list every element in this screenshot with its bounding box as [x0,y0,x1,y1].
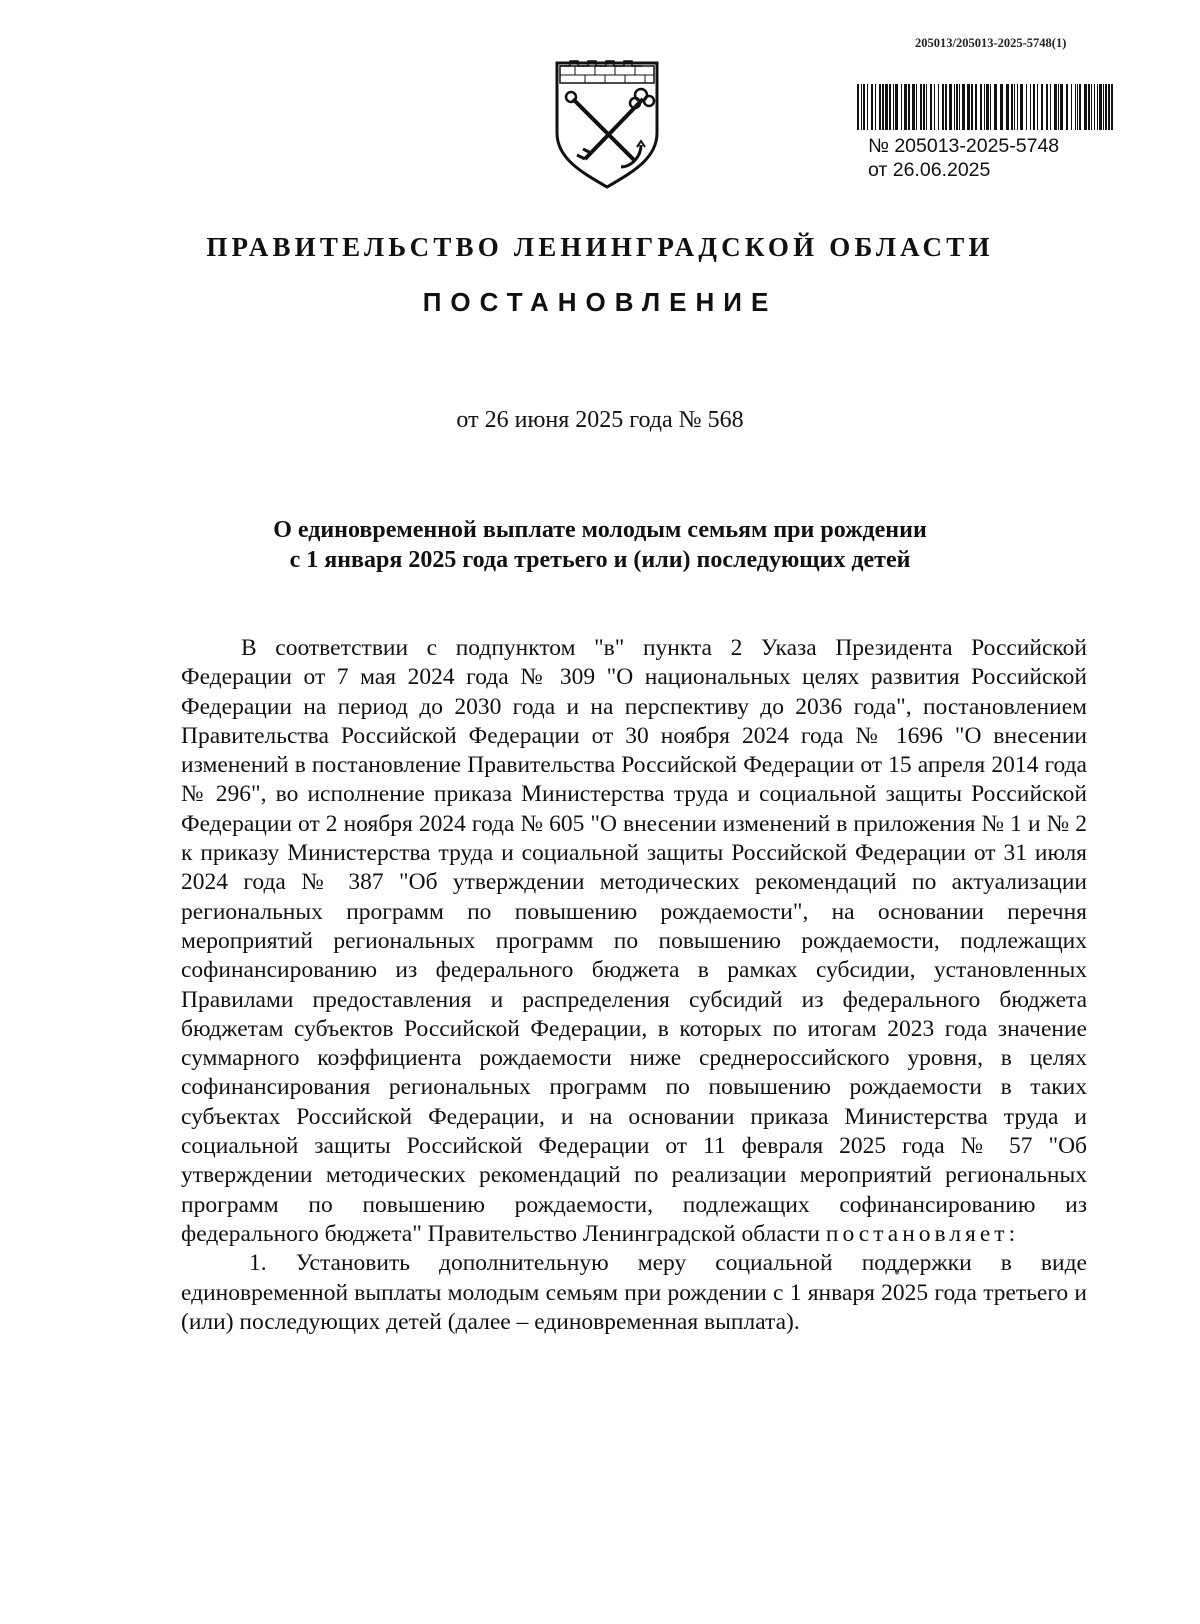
clause-1: 1. Установить дополнительную меру социальной поддержки в виде единовременной выплаты молодым семьям при рождении с 1 января 2025 года третьего и (или) последующих детей (далее – единовременная выплата). [181,1250,1087,1335]
preamble-text: В соответствии с подпунктом "в" пункта 2 Указа Президента Российской Федерации от 7 мая 2024 года № 309 "О национальных целях развития Российской Федерации на период до 2030 года и на перспективу до 2036 года", постановлением Правительства Российской Федерации от 30 ноября 2024 года № 1696 "О внесении изменений в постановление Правительства Российской Федерации от 15 апреля 2014 года № 296", во исполнение приказа Министерства труда и социальной защиты Российской Федерации от 2 ноября 2024 года № 605 "О внесении изменений в приложения № 1 и № 2 к приказу Министерства труда и социальной защиты Российской Федерации от 31 июля 2024 года № 387 "Об утверждении методических рекомендаций по актуализации региональных программ по повышению рождаемости", на основании перечня мероприятий региональных программ по повышению рождаемости, подлежащих софинансированию из федерального бюджета в рамках субсидии, установленных Правилами предоставления и распределения субсидий из федерального бюджета бюджетам субъектов Российской Федерации, в которых по итогам 2023 года значение суммарного коэффициента рождаемости ниже среднероссийского уровня, в целях софинансирования региональных программ по повышению рождаемости в таких субъектах Российской Федерации, и на основании приказа Министерства труда и социальной защиты Российской Федерации от 11 февраля 2025 года № 57 "Об утверждении методических рекомендаций по реализации мероприятий региональных программ по повышению рождаемости, подлежащих софинансированию из федерального бюджета" Правительство Ленинградской области [181,635,1087,1247]
government-title: ПРАВИТЕЛЬСТВО ЛЕНИНГРАДСКОЙ ОБЛАСТИ [206,232,994,262]
registration-stamp [868,134,1059,182]
registration-number: № 205013-2025-5748 [868,135,1060,157]
leningrad-oblast-coat-of-arms-icon [551,55,663,191]
barcode-icon [857,84,1113,130]
preamble-paragraph [181,634,1087,1249]
decree-word: постановляет: [825,1220,1020,1247]
document-body [181,634,1087,1337]
document-subject [0,515,1200,575]
document-date: от 26 июня 2025 года № 568 [456,407,744,433]
registration-header: 205013/205013-2025-5748(1) [915,36,1067,50]
document-type: ПОСТАНОВЛЕНИЕ [422,287,778,317]
subject-line-1: О единовременной выплате молодым семьям при рождении [273,517,927,543]
subject-line-2: с 1 января 2025 года третьего и (или) последующих детей [289,547,911,573]
registration-date: от 26.06.2025 [868,159,991,181]
